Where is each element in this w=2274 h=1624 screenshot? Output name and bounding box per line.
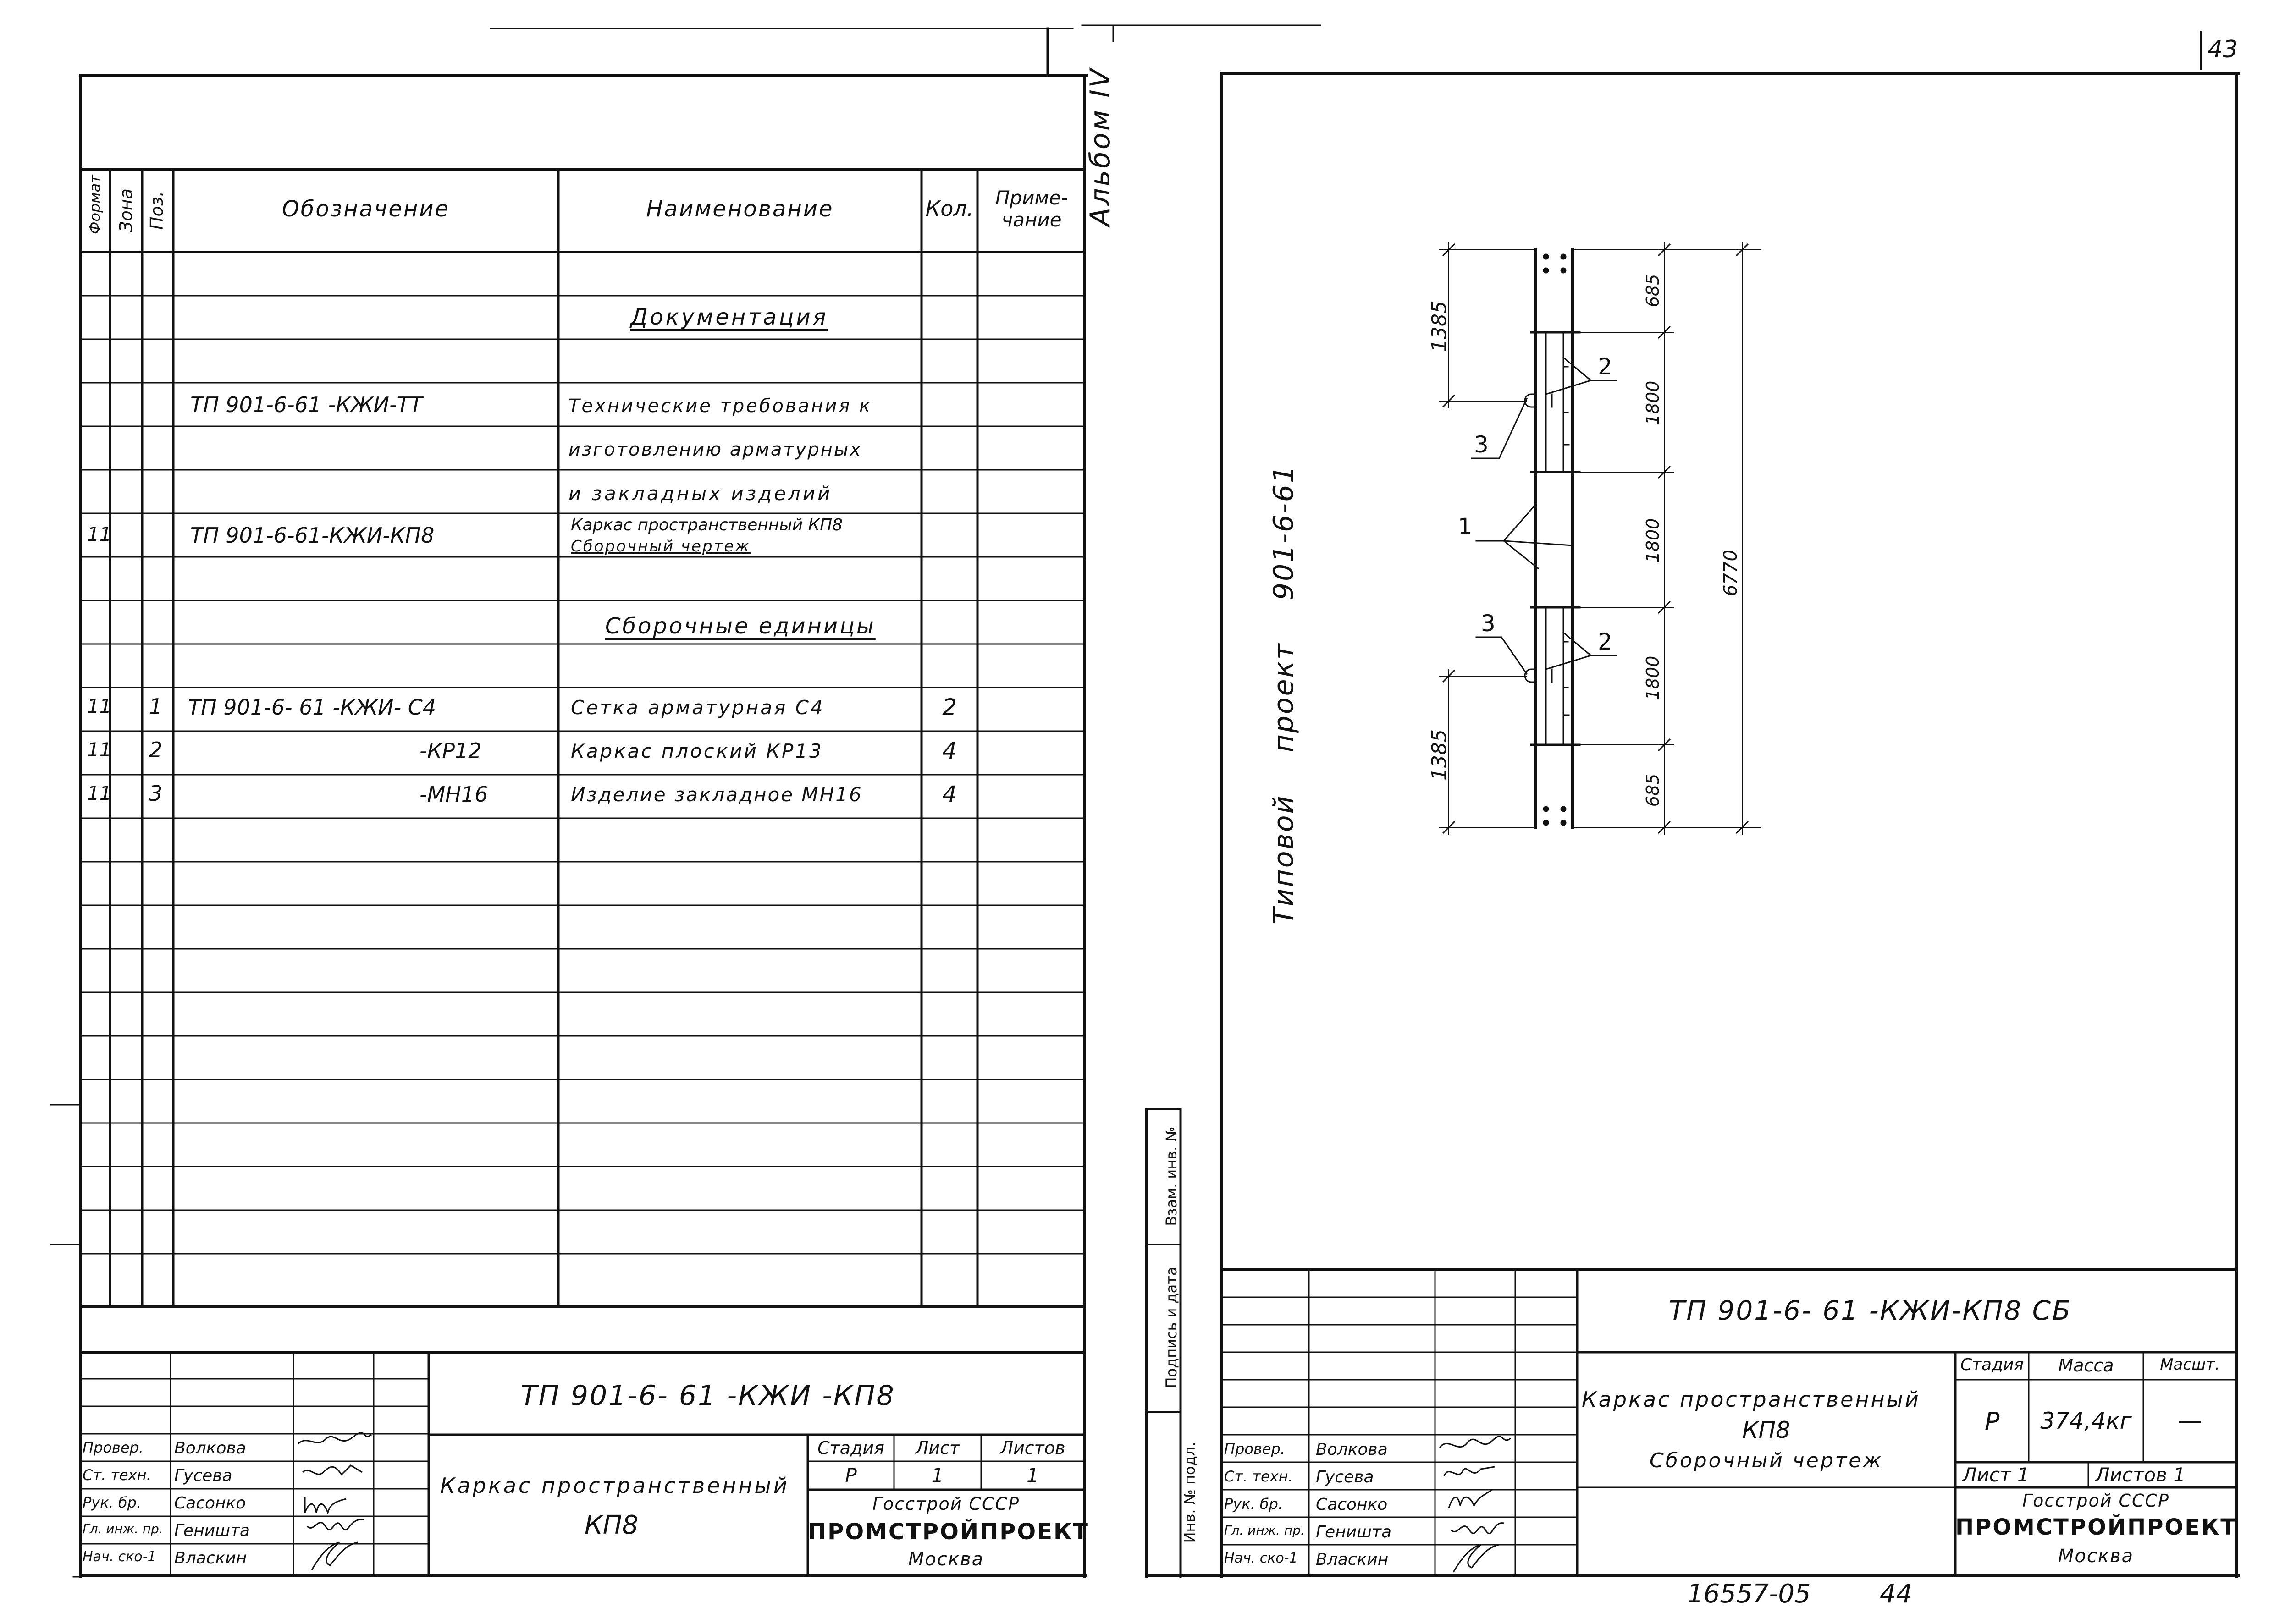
sign-date-label: Подпись и дата — [1163, 1266, 1180, 1388]
staff-name: Власкин — [1316, 1550, 1389, 1569]
right-scale: — — [2177, 1406, 2202, 1435]
dim-right-2: 1800 — [1643, 380, 1663, 425]
staff-role: Рук. бр. — [83, 1494, 142, 1511]
staff-role: Гл. инж. пр. — [1224, 1523, 1305, 1538]
signature-vlaskin-r — [1453, 1545, 1499, 1572]
footer-number-2: 44 — [1880, 1579, 1913, 1609]
row-format: 11 — [87, 738, 112, 761]
row-name: Изделие закладное МН16 — [571, 783, 863, 806]
staff-name: Гусева — [1316, 1468, 1374, 1486]
dim-right-1: 685 — [1643, 274, 1663, 308]
left-title-name: Каркас пространственный — [440, 1473, 789, 1498]
staff-role: Гл. инж. пр. — [83, 1521, 163, 1536]
page-number: 43 — [2208, 36, 2238, 63]
left-org-1: Госстрой СССР — [872, 1494, 1020, 1514]
dim-total: 6770 — [1720, 550, 1741, 596]
left-sheets-label: Листов — [1000, 1438, 1065, 1458]
callout-2-upper: 2 — [1598, 353, 1612, 380]
staff-role: Ст. техн. — [1224, 1468, 1293, 1485]
dim-left-top: 1385 — [1428, 301, 1451, 352]
right-scale-label: Масшт. — [2160, 1355, 2220, 1374]
dim-right-4: 1800 — [1643, 655, 1663, 700]
row-format: 11 — [87, 523, 112, 545]
footer-number-1: 16557-05 — [1687, 1579, 1811, 1609]
project-title: Типовой проект 901-6-61 — [1268, 464, 1300, 925]
right-sheets: Листов 1 — [2095, 1464, 2186, 1486]
staff-role: Рук. бр. — [1224, 1495, 1283, 1513]
callout-3-lower: 3 — [1481, 610, 1496, 637]
right-title-name-3: Сборочный чертеж — [1649, 1449, 1883, 1472]
row-format: 11 — [87, 695, 112, 717]
right-mass: 374,4кг — [2040, 1408, 2132, 1434]
staff-name: Сасонко — [1316, 1495, 1388, 1514]
left-org-2: ПРОМСТРОЙПРОЕКТ — [808, 1519, 1089, 1545]
staff-name: Власкин — [174, 1549, 247, 1568]
row-name: Каркас пространственный КП8 — [571, 516, 843, 534]
signature-sasonko-r — [1449, 1490, 1492, 1508]
dim-right-3: 1800 — [1643, 518, 1663, 563]
row-qty: 4 — [942, 738, 957, 764]
staff-name: Гусева — [174, 1466, 232, 1485]
right-title-code: ТП 901-6- 61 -КЖИ-КП8 СБ — [1669, 1295, 2072, 1326]
row-designation: ТП 901-6-61-КЖИ-КП8 — [190, 523, 435, 548]
dim-left-bottom: 1385 — [1428, 729, 1451, 781]
album-title: Альбом IV — [1084, 67, 1116, 226]
left-stage-label: Стадия — [817, 1438, 884, 1458]
row-pos: 3 — [149, 781, 163, 806]
header-zone: Зона — [116, 188, 136, 232]
row-name: и закладных изделий — [568, 482, 833, 505]
row-format: 11 — [87, 782, 112, 804]
right-mass-label: Масса — [2058, 1355, 2114, 1376]
staff-role: Ст. техн. — [83, 1466, 151, 1484]
left-org-3: Москва — [908, 1549, 984, 1570]
staff-name: Геништа — [174, 1521, 250, 1540]
row-name: Каркас плоский КР13 — [571, 740, 823, 762]
signature-guseva-r — [1444, 1467, 1495, 1476]
left-stage: Р — [845, 1464, 857, 1486]
header-pos: Поз. — [147, 191, 167, 230]
dim-right-5: 685 — [1643, 773, 1663, 807]
header-format: Формат — [86, 175, 104, 234]
header-name: Наименование — [646, 196, 834, 222]
row-qty: 2 — [942, 694, 957, 721]
left-sheet-label: Лист — [915, 1438, 960, 1458]
right-sheet: Лист 1 — [1962, 1464, 2030, 1486]
section-assembly-units: Сборочные единицы — [605, 613, 876, 639]
signature-volkova-r — [1440, 1437, 1511, 1448]
left-sheets: 1 — [1027, 1464, 1039, 1486]
staff-name: Сасонко — [174, 1494, 246, 1513]
row-pos: 2 — [149, 738, 163, 762]
row-designation: ТП 901-6-61 -КЖИ-ТТ — [190, 392, 423, 417]
header-note: Приме- чание — [995, 187, 1068, 231]
replaced-label: Взам. инв. № — [1163, 1126, 1180, 1226]
right-org-2: ПРОМСТРОЙПРОЕКТ — [1955, 1514, 2237, 1540]
header-designation: Обозначение — [281, 196, 450, 222]
row-name-2: Сборочный чертеж — [571, 537, 751, 556]
right-title-name: Каркас пространственный — [1582, 1387, 1921, 1412]
callout-2-lower: 2 — [1598, 628, 1612, 655]
left-title-code: ТП 901-6- 61 -КЖИ -КП8 — [520, 1380, 895, 1412]
row-qty: 4 — [942, 781, 957, 808]
right-org-3: Москва — [2058, 1546, 2134, 1567]
staff-role: Провер. — [83, 1439, 144, 1456]
right-title-name-2: КП8 — [1742, 1417, 1790, 1443]
callout-3-upper: 3 — [1474, 431, 1489, 458]
callout-1: 1 — [1458, 514, 1472, 539]
staff-name: Волкова — [174, 1439, 246, 1458]
staff-name: Геништа — [1316, 1523, 1392, 1541]
row-designation: -КР12 — [419, 738, 482, 763]
row-name: Сетка арматурная С4 — [571, 696, 825, 719]
header-qty: Кол. — [925, 196, 974, 221]
staff-role: Нач. ско-1 — [1224, 1550, 1298, 1566]
right-stage-label: Стадия — [1960, 1355, 2024, 1374]
row-designation: -МН16 — [419, 782, 488, 807]
left-sheet: 1 — [931, 1464, 944, 1486]
staff-role: Нач. ско-1 — [83, 1549, 156, 1565]
inv-label: Инв. № подл. — [1181, 1442, 1198, 1543]
staff-name: Волкова — [1316, 1440, 1388, 1459]
right-org-1: Госстрой СССР — [2022, 1491, 2169, 1511]
row-name: изготовлению арматурных — [568, 439, 862, 460]
section-documentation: Документация — [630, 304, 828, 330]
signature-genishta-r — [1451, 1523, 1504, 1534]
row-pos: 1 — [149, 694, 163, 719]
row-name: Технические требования к — [568, 396, 872, 417]
left-title-name-2: КП8 — [585, 1510, 639, 1540]
staff-role: Провер. — [1224, 1440, 1285, 1458]
right-stage: Р — [1984, 1407, 2000, 1436]
row-designation: ТП 901-6- 61 -КЖИ- С4 — [188, 695, 436, 720]
